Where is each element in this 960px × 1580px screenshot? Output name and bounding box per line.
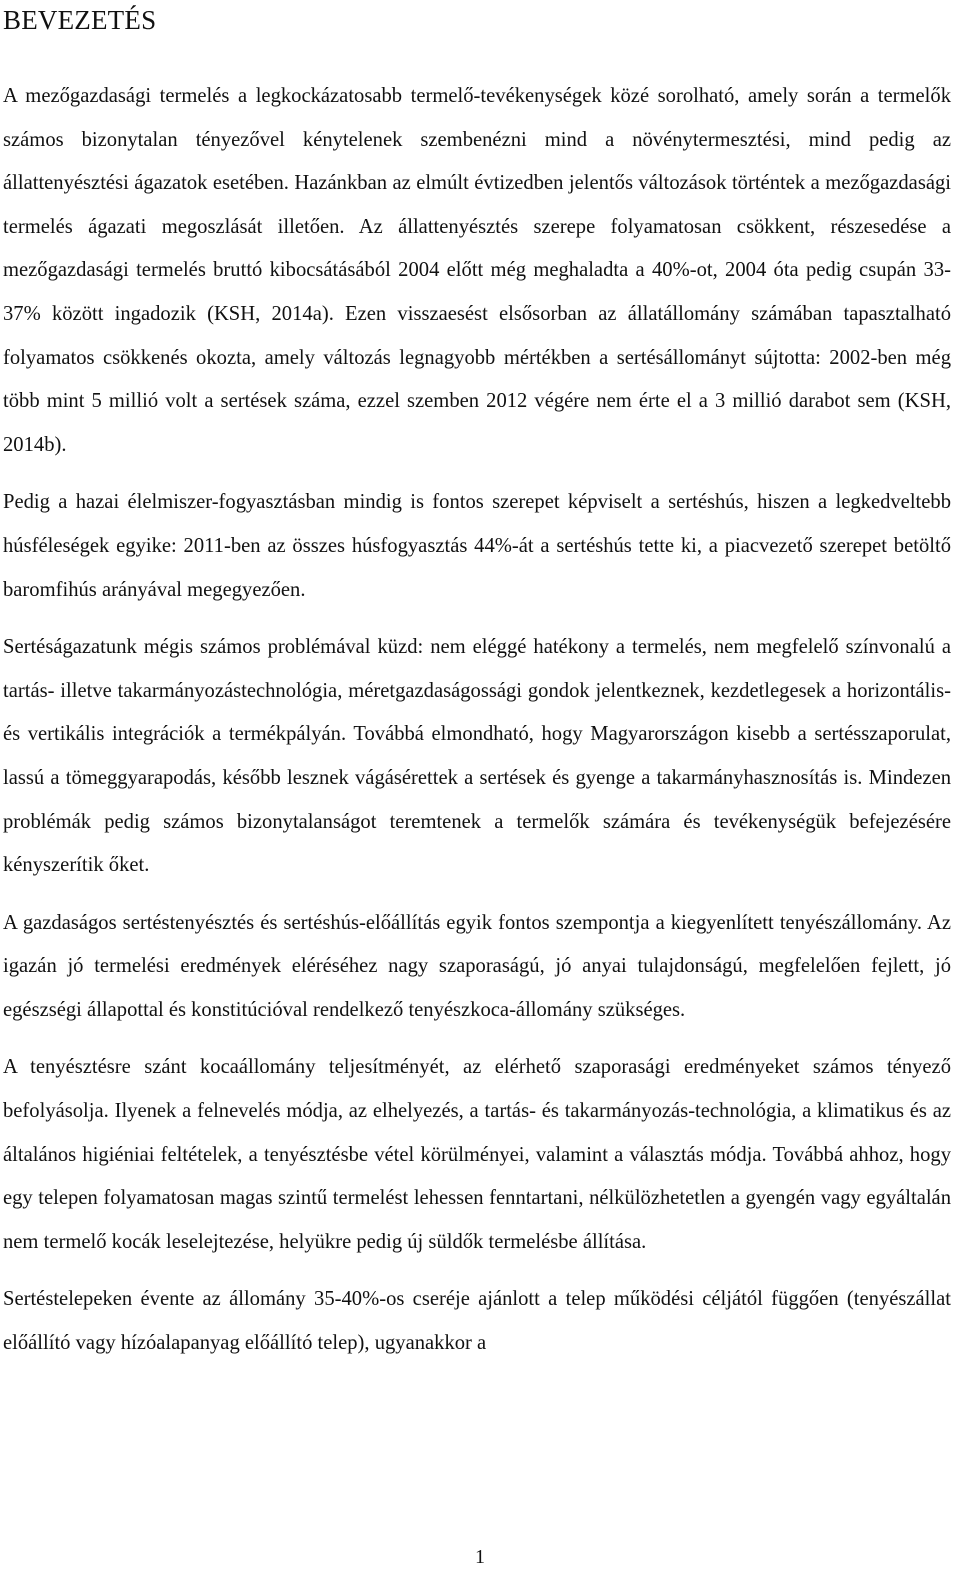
paragraph-4: A gazdaságos sertéstenyésztés és sertéshús-előállítás egyik fontos szempontja a kiegyenlített tenyészállomány. Az igazán jó termelési eredmények eléréséhez nagy szaporaságú, jó anyai tulajdonságú, megfelelően fejlett, jó egészségi állapottal és konstitúcióval rendelkező tenyészkoca-állomány szükséges.: [3, 911, 951, 1021]
section-heading: BEVEZETÉS: [3, 5, 157, 35]
page-number: 1: [475, 1546, 485, 1568]
paragraph-6: Sertéstelepeken évente az állomány 35-40%-os cseréje ajánlott a telep működési céljától függően (tenyészállat előállító vagy hízóalapanyag előállító telep), ugyanakkor a: [3, 1288, 951, 1355]
document-page: [3, 0, 951, 1366]
paragraph-3: Sertéságazatunk mégis számos problémával küzd: nem eléggé hatékony a termelés, nem megfelelő színvonalú a tartás- illetve takarmányozástechnológia, méretgazdaságossági gondok jelentkeznek, kezdetlegesek a horizontális- és vertikális integrációk a termékpályán. Továbbá elmondható, hogy Magyarországon kisebb a sertésszaporulat, lassú a tömeggyarapodás, később lesznek vágásérettek a sertések és gyenge a takarmányhasznosítás is. Mindezen problémák pedig számos bizonytalanságot teremtenek a termelők számára és tevékenységük befejezésére kényszerítik őket.: [3, 636, 951, 877]
paragraph-5: A tenyésztésre szánt kocaállomány teljesítményét, az elérhető szaporasági eredményeket számos tényező befolyásolja. Ilyenek a felnevelés módja, az elhelyezés, a tartás- és takarmányozás-technológia, a klimatikus és az általános higiéniai feltételek, a tenyésztésbe vétel körülményei, valamint a választás módja. Továbbá ahhoz, hogy egy telepen folyamatosan magas szintű termelést lehessen fenntartani, nélkülözhetetlen a gyengén vagy egyáltalán nem termelő kocák leselejtezése, helyükre pedig új süldők termelésbe állítása.: [3, 1056, 951, 1253]
paragraph-2: Pedig a hazai élelmiszer-fogyasztásban mindig is fontos szerepet képviselt a sertéshús, hiszen a legkedveltebb húsféleségek egyike: 2011-ben az összes húsfogyasztás 44%-át a sertéshús tette ki, a piacvezető szerepet betöltő baromfihús arányával megegyezően.: [3, 491, 951, 601]
paragraph-1: A mezőgazdasági termelés a legkockázatosabb termelő-tevékenységek közé sorolható, amely során a termelők számos bizonytalan tényezővel kénytelenek szembenézni mind a növénytermesztési, mind pedig az állattenyésztési ágazatok esetében. Hazánkban az elmúlt évtizedben jelentős változások történtek a mezőgazdasági termelés ágazati megoszlását illetően. Az állattenyésztés szerepe folyamatosan csökkent, részesedése a mezőgazdasági termelés bruttó kibocsátásából 2004 előtt még meghaladta a 40%-ot, 2004 óta pedig csupán 33-37% között ingadozik (KSH, 2014a). Ezen visszaesést elsősorban az állatállomány számában tapasztalható folyamatos csökkenés okozta, amely változás legnagyobb mértékben a sertésállományt sújtotta: 2002-ben még több mint 5 millió volt a sertések száma, ezzel szemben 2012 végére nem érte el a 3 millió darabot sem (KSH, 2014b).: [3, 85, 951, 456]
